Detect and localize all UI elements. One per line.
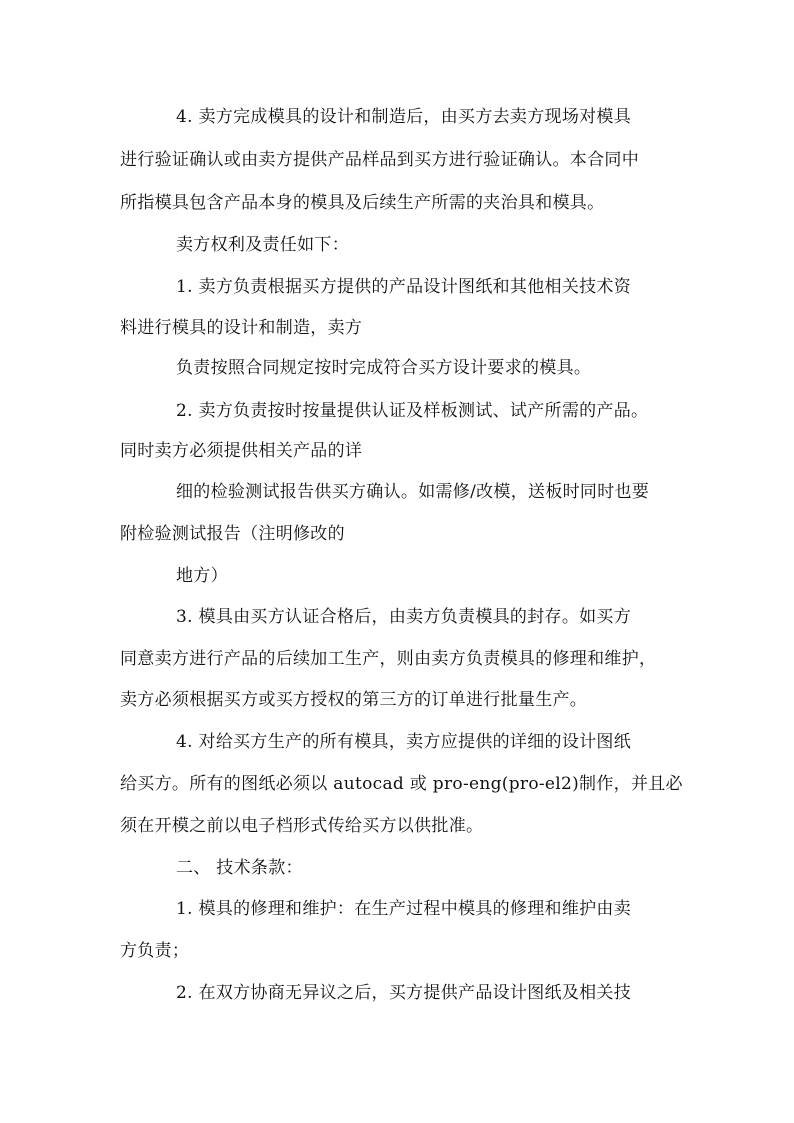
text-line: 料进行模具的设计和制造，卖方 — [120, 318, 363, 338]
text-line: 同意卖方进行产品的后续加工生产，则由卖方负责模具的修理和维护， — [120, 649, 657, 669]
text-line: 同时卖方必须提供相关产品的详 — [120, 441, 363, 461]
text-line: 4. 卖方完成模具的设计和制造后，由买方去卖方现场对模具 — [176, 107, 632, 127]
text-line: 方负责； — [120, 941, 190, 961]
section-heading: 二、 技术条款： — [176, 858, 303, 878]
text-line: 4. 对给买方生产的所有模具，卖方应提供的详细的设计图纸 — [176, 732, 632, 752]
text-line: 3. 模具由买方认证合格后，由卖方负责模具的封存。如买方 — [176, 607, 632, 627]
text-line: 须在开模之前以电子档形式传给买方以供批准。 — [120, 816, 484, 836]
text-line: 细的检验测试报告供买方确认。如需修/改模，送板时同时也要 — [176, 482, 650, 502]
text-line: 附检验测试报告（注明修改的 — [120, 524, 345, 544]
text-line: 卖方必须根据买方或买方授权的第三方的订单进行批量生产。 — [120, 690, 588, 710]
text-line: 2. 在双方协商无异议之后，买方提供产品设计图纸及相关技 — [176, 983, 632, 1003]
text-line: 1. 模具的修理和维护：在生产过程中模具的修理和维护由卖 — [176, 899, 632, 919]
text-line: 1. 卖方负责根据买方提供的产品设计图纸和其他相关技术资 — [176, 277, 632, 297]
text-line: 给买方。所有的图纸必须以 autocad 或 pro-eng(pro-el2)制作，并且必 — [120, 774, 683, 794]
text-line: 地方） — [176, 566, 228, 586]
text-line: 卖方权利及责任如下： — [176, 235, 349, 255]
text-line: 负责按照合同规定按时完成符合买方设计要求的模具。 — [176, 358, 592, 378]
text-line: 进行验证确认或由卖方提供产品样品到买方进行验证确认。本合同中 — [120, 150, 639, 170]
text-line: 所指模具包含产品本身的模具及后续生产所需的夹治具和模具。 — [120, 193, 605, 213]
text-line: 2. 卖方负责按时按量提供认证及样板测试、试产所需的产品。 — [176, 401, 649, 421]
